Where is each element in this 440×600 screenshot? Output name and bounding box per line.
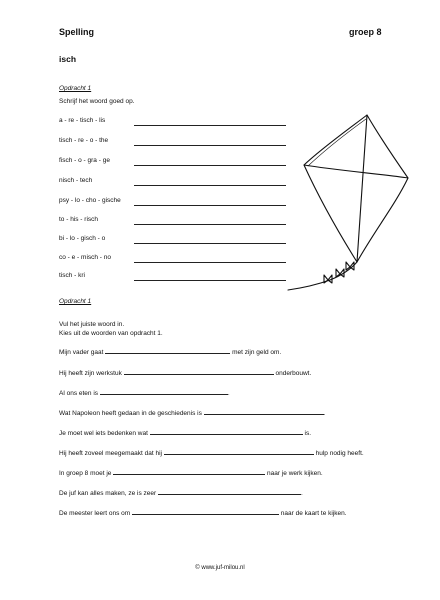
sentence [59, 507, 347, 517]
word-row [59, 157, 289, 167]
sentence-end: naar je werk kijken. [267, 470, 323, 477]
sentence [59, 447, 364, 457]
syllables: fisch - o - gra - ge [59, 157, 110, 164]
answer-blank[interactable] [124, 367, 274, 375]
word-row [59, 137, 289, 147]
sentence [59, 407, 325, 417]
syllables: co - e - misch - no [59, 254, 112, 261]
syllables: to - his - risch [59, 216, 99, 223]
answer-blank[interactable] [150, 427, 303, 435]
exercise2-instruction: Vul het juiste woord in. [59, 321, 125, 328]
sentence-start: Mijn vader gaat [59, 349, 104, 356]
answer-line[interactable] [134, 165, 286, 166]
word-row [59, 197, 289, 207]
answer-line[interactable] [134, 262, 286, 263]
sentence-start: Hij heeft zijn werkstuk [59, 370, 122, 377]
word-row [59, 272, 289, 282]
word-row [59, 216, 289, 226]
word-row [59, 254, 289, 264]
sentence-start: Wat Napoleon heeft gedaan in de geschiedenis is [59, 410, 202, 417]
sentence-start: In groep 8 moet je [59, 470, 112, 477]
sentence-end: . [301, 490, 303, 497]
answer-line[interactable] [134, 280, 286, 281]
exercise1-title: Opdracht 1 [59, 85, 92, 92]
sentence-start: De meester leert ons om [59, 510, 131, 517]
exercise2-title: Opdracht 1 [59, 298, 92, 305]
answer-line[interactable] [134, 224, 286, 225]
sentence-start: Je moet wel iets bedenken wat [59, 430, 148, 437]
syllables: bi - lo - gisch - o [59, 235, 106, 242]
sentence-end: . [323, 410, 326, 417]
answer-line[interactable] [134, 125, 286, 126]
answer-line[interactable] [134, 243, 286, 244]
sentence [59, 346, 281, 356]
answer-blank[interactable] [204, 407, 324, 415]
sentence [59, 487, 303, 497]
worksheet-title: Spelling [59, 27, 95, 37]
sentence-start: Al ons eten is [59, 390, 99, 397]
answer-blank[interactable] [113, 467, 265, 475]
sentence-start: Hij heeft zoveel meegemaakt dat hij [59, 450, 162, 457]
sentence [59, 367, 311, 377]
word-row [59, 235, 289, 245]
sentence-end: hulp nodig heeft. [315, 450, 364, 457]
sentence [59, 427, 311, 437]
sentence [59, 387, 230, 397]
exercise2-instruction: Kies uit de woorden van opdracht 1. [59, 330, 163, 337]
answer-blank[interactable] [105, 346, 230, 354]
kite-illustration [280, 110, 415, 295]
copyright-footer: © www.juf-milou.nl [195, 565, 245, 571]
answer-line[interactable] [134, 185, 286, 186]
word-row [59, 117, 289, 127]
topic-label: isch [59, 54, 77, 64]
answer-blank[interactable] [158, 487, 301, 495]
syllables: tisch - re - o - the [59, 137, 109, 144]
sentence-end: . [227, 390, 230, 397]
sentence-end: is. [304, 430, 312, 437]
syllables: a - re - tisch - lis [59, 117, 106, 124]
exercise1-instruction: Schrijf het woord goed op. [59, 98, 135, 105]
answer-blank[interactable] [100, 387, 228, 395]
word-row [59, 177, 289, 187]
sentence-end: onderbouwt. [275, 370, 312, 377]
answer-line[interactable] [134, 145, 286, 146]
answer-line[interactable] [134, 205, 286, 206]
answer-blank[interactable] [164, 447, 314, 455]
sentence-start: De juf kan alles maken, ze is zeer [59, 490, 157, 497]
sentence-end: naar de kaart te kijken. [280, 510, 347, 517]
syllables: psy - lo - cho - gische [59, 197, 121, 204]
syllables: nisch - tech [59, 177, 93, 184]
answer-blank[interactable] [132, 507, 279, 515]
syllables: tisch - kri [59, 272, 85, 279]
sentence-end: met zijn geld om. [232, 349, 282, 356]
group-label: groep 8 [349, 27, 382, 37]
sentence [59, 467, 323, 477]
